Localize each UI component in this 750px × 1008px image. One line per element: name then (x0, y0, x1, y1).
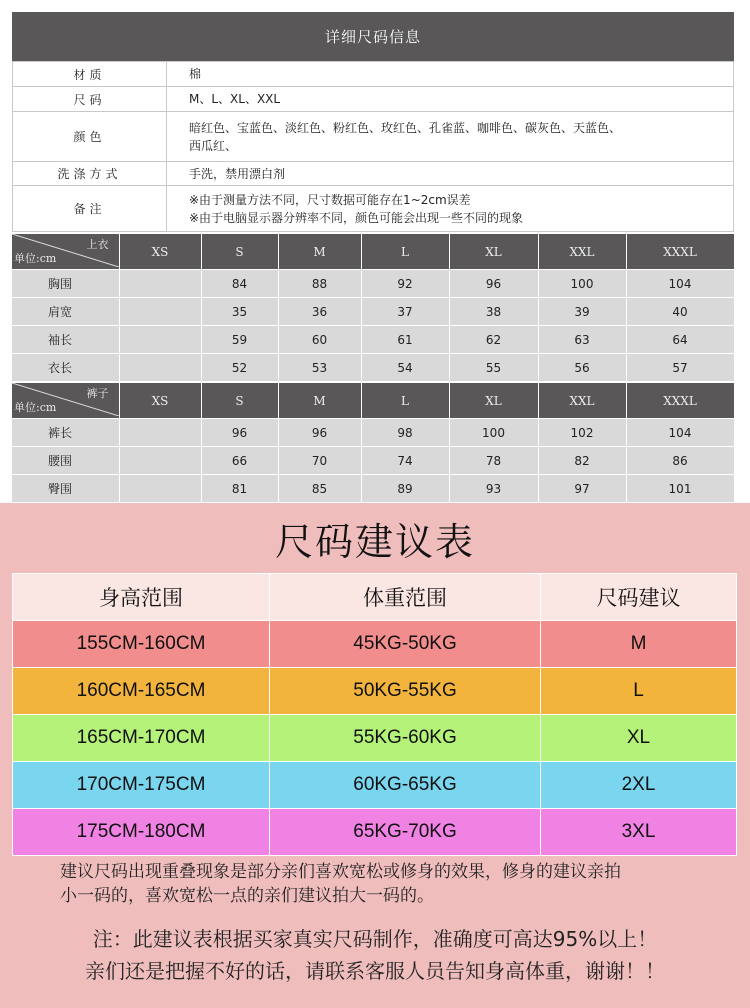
measurement-value: 70 (278, 447, 361, 475)
height-range: 170CM-175CM (13, 762, 270, 809)
pants-size-table (12, 383, 735, 503)
measurement-value (119, 475, 201, 503)
unit-corner-cell (12, 383, 119, 419)
measurement-value: 35 (201, 298, 278, 326)
measurement-value (119, 326, 201, 354)
suggested-size: XL (541, 715, 737, 762)
category-label: 裤子 (86, 387, 109, 400)
measurement-value: 37 (361, 298, 449, 326)
measurement-value: 85 (278, 475, 361, 503)
info-value-line: 手洗，禁用漂白剂 (189, 166, 286, 181)
info-value (167, 87, 734, 112)
info-label: 洗涤方式 (13, 162, 167, 186)
category-label: 上衣 (86, 238, 109, 251)
measurement-value: 81 (201, 475, 278, 503)
measurement-value: 66 (201, 447, 278, 475)
measurement-value: 57 (626, 354, 734, 382)
size-column-header: M (278, 234, 361, 270)
measurement-value: 55 (449, 354, 538, 382)
info-value-line: ※由于测量方法不同，尺寸数据可能存在1~2cm误差 (189, 192, 471, 207)
size-column-header: L (361, 234, 449, 270)
measurement-value: 78 (449, 447, 538, 475)
weight-range: 50KG-55KG (270, 668, 541, 715)
measurement-name: 衣长 (12, 354, 119, 382)
measurement-value: 36 (278, 298, 361, 326)
recommendation-header: 尺码建议 (541, 574, 737, 621)
weight-range: 60KG-65KG (270, 762, 541, 809)
overlap-note-line: 小一码的，喜欢宽松一点的亲们建议拍大一码的。 (60, 886, 434, 906)
accuracy-note-line: 注：此建议表根据买家真实尺码制作，准确度可高达95%以上！ (92, 927, 658, 951)
recommendation-header: 体重范围 (270, 574, 541, 621)
recommendation-header: 身高范围 (13, 574, 270, 621)
measurement-value: 100 (538, 270, 626, 298)
weight-range: 55KG-60KG (270, 715, 541, 762)
measurement-value: 89 (361, 475, 449, 503)
measurement-name: 臀围 (12, 475, 119, 503)
recommendation-row (13, 809, 737, 856)
measurement-value: 40 (626, 298, 734, 326)
info-value-line: M、L、XL、XXL (189, 92, 281, 106)
info-row (13, 87, 734, 112)
measurement-row (12, 447, 734, 475)
measurement-value: 84 (201, 270, 278, 298)
measurement-value: 54 (361, 354, 449, 382)
measurement-value: 93 (449, 475, 538, 503)
measurement-value: 39 (538, 298, 626, 326)
accuracy-note (0, 923, 750, 987)
measurement-row (12, 326, 734, 354)
size-column-header: L (361, 383, 449, 419)
measurement-value: 96 (449, 270, 538, 298)
size-header-row (12, 234, 734, 270)
page-title: 详细尺码信息 (12, 12, 734, 61)
info-label: 颜色 (13, 112, 167, 162)
height-range: 155CM-160CM (13, 621, 270, 668)
measurement-value: 97 (538, 475, 626, 503)
info-row (13, 186, 734, 232)
measurement-name: 腰围 (12, 447, 119, 475)
measurement-value: 52 (201, 354, 278, 382)
size-column-header: XL (449, 234, 538, 270)
measurement-value: 86 (626, 447, 734, 475)
recommendation-row (13, 621, 737, 668)
size-column-header: XL (449, 383, 538, 419)
recommendation-title: 尺码建议表 (274, 519, 475, 564)
size-recommendation-section (0, 503, 750, 1008)
measurement-value: 102 (538, 419, 626, 447)
measurement-value (119, 298, 201, 326)
measurement-name: 袖长 (12, 326, 119, 354)
size-column-header: M (278, 383, 361, 419)
measurement-value: 61 (361, 326, 449, 354)
info-value-line: 暗红色、宝蓝色、淡红色、粉红色、玫红色、孔雀蓝、咖啡色、碳灰色、天蓝色、 (189, 120, 622, 135)
size-column-header: S (201, 234, 278, 270)
info-row (13, 162, 734, 186)
measurement-value: 98 (361, 419, 449, 447)
measurement-row (12, 354, 734, 382)
measurement-value (119, 447, 201, 475)
measurement-value: 96 (278, 419, 361, 447)
info-value-line: 棉 (189, 67, 202, 81)
size-header-row (12, 383, 734, 419)
measurement-value: 60 (278, 326, 361, 354)
size-column-header: XXXL (626, 234, 734, 270)
measurement-value: 101 (626, 475, 734, 503)
measurement-value: 100 (449, 419, 538, 447)
measurement-value: 53 (278, 354, 361, 382)
info-value-line: ※由于电脑显示器分辨率不同，颜色可能会出现一些不同的现象 (189, 210, 524, 225)
measurement-value: 74 (361, 447, 449, 475)
unit-label: 单位:cm (14, 401, 57, 414)
measurement-value: 62 (449, 326, 538, 354)
measurement-row (12, 270, 734, 298)
recommendation-row (13, 762, 737, 809)
measurement-row (12, 298, 734, 326)
info-label: 备注 (13, 186, 167, 232)
unit-corner-cell (12, 234, 119, 270)
measurement-value (119, 354, 201, 382)
suggested-size: 3XL (541, 809, 737, 856)
measurement-value: 104 (626, 270, 734, 298)
info-row (13, 112, 734, 162)
info-label: 尺码 (13, 87, 167, 112)
measurement-value: 92 (361, 270, 449, 298)
measurement-value: 96 (201, 419, 278, 447)
recommendation-header-row (13, 574, 737, 621)
measurement-name: 裤长 (12, 419, 119, 447)
measurement-value: 64 (626, 326, 734, 354)
recommendation-table (12, 573, 737, 856)
weight-range: 65KG-70KG (270, 809, 541, 856)
measurement-value (119, 419, 201, 447)
suggested-size: 2XL (541, 762, 737, 809)
size-column-header: XXL (538, 234, 626, 270)
measurement-value: 63 (538, 326, 626, 354)
recommendation-grid (12, 573, 736, 856)
measurement-name: 胸围 (12, 270, 119, 298)
size-info-panel (12, 12, 734, 503)
measurement-value: 88 (278, 270, 361, 298)
info-row (13, 62, 734, 87)
weight-range: 45KG-50KG (270, 621, 541, 668)
info-value (167, 162, 734, 186)
suggested-size: L (541, 668, 737, 715)
info-value (167, 62, 734, 87)
recommendation-row (13, 668, 737, 715)
product-info-table (12, 61, 734, 232)
info-label: 材质 (13, 62, 167, 87)
unit-label: 单位:cm (14, 252, 57, 265)
measurement-value: 82 (538, 447, 626, 475)
info-value-line: 西瓜红、 (189, 138, 238, 153)
info-value (167, 186, 734, 232)
measurement-value: 104 (626, 419, 734, 447)
size-column-header: XXL (538, 383, 626, 419)
height-range: 160CM-165CM (13, 668, 270, 715)
measurement-row (12, 475, 734, 503)
size-column-header: XS (119, 383, 201, 419)
measurement-value: 38 (449, 298, 538, 326)
height-range: 165CM-170CM (13, 715, 270, 762)
height-range: 175CM-180CM (13, 809, 270, 856)
size-column-header: XS (119, 234, 201, 270)
measurement-value: 59 (201, 326, 278, 354)
measurement-name: 肩宽 (12, 298, 119, 326)
recommendation-row (13, 715, 737, 762)
size-column-header: S (201, 383, 278, 419)
contact-note-line: 亲们还是把握不好的话，请联系客服人员告知身高体重，谢谢！！ (85, 959, 665, 983)
tops-size-table (12, 234, 735, 382)
measurement-value: 56 (538, 354, 626, 382)
measurement-value (119, 270, 201, 298)
overlap-note (60, 860, 720, 908)
info-value (167, 112, 734, 162)
size-column-header: XXXL (626, 383, 734, 419)
suggested-size: M (541, 621, 737, 668)
overlap-note-line: 建议尺码出现重叠现象是部分亲们喜欢宽松或修身的效果，修身的建议亲拍 (60, 862, 621, 882)
measurement-row (12, 419, 734, 447)
